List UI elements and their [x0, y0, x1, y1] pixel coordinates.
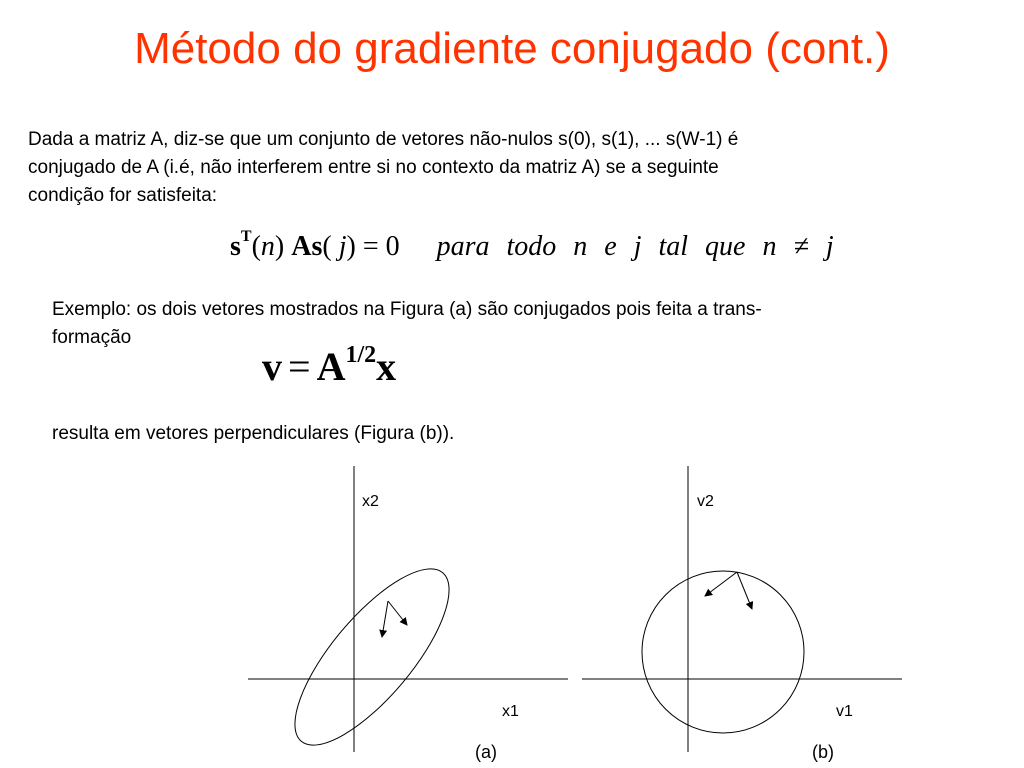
- definition-line-3: condição for satisfeita:: [28, 185, 218, 206]
- eq1-zero: 0: [385, 231, 400, 262]
- eq1-n: n: [260, 231, 275, 262]
- eq1-open-paren-j: (: [322, 231, 332, 262]
- eq1-s2: s: [311, 231, 323, 262]
- eq1-A: A: [291, 231, 312, 262]
- eq1-close-paren-n: ): [274, 231, 285, 262]
- example-line-2: formação: [52, 327, 132, 348]
- eq1-condition: para todo n e j tal que n ≠ j: [436, 231, 834, 262]
- definition-line-2: conjugado de A (i.é, não interferem entre si no contexto da matriz A) se a seguinte: [28, 157, 719, 178]
- eq2-equals: =: [288, 344, 311, 389]
- figure-b: [582, 466, 902, 762]
- eq1-j: j: [338, 231, 347, 262]
- figure-b-y-label: v2: [697, 493, 714, 510]
- eq1-close-paren-j: ): [346, 231, 356, 262]
- figure-b-vector-1: [705, 572, 737, 596]
- example-line-1: Exemplo: os dois vetores mostrados na Figura (a) são conjugados pois feita a trans-: [52, 299, 762, 320]
- definition-line-1: Dada a matriz A, diz-se que um conjunto de vetores não-nulos s(0), s(1), ... s(W-1) é: [28, 129, 739, 150]
- eq1-transpose: T: [240, 228, 252, 245]
- figure-a-y-label: x2: [362, 493, 379, 510]
- eq2-x: x: [376, 344, 397, 389]
- eq2-A: A: [316, 344, 346, 389]
- figure-a-ellipse: [271, 547, 474, 767]
- figure-b-circle: [642, 571, 804, 733]
- figure-b-caption: (b): [812, 742, 834, 762]
- figure-a-caption: (a): [475, 742, 497, 762]
- result-paragraph: resulta em vetores perpendiculares (Figura (b)).: [52, 423, 455, 444]
- figure-b-x-label: v1: [836, 703, 853, 720]
- figure-a-vector-1: [382, 601, 388, 637]
- slide-title: Método do gradiente conjugado (cont.): [134, 24, 890, 73]
- figure-a-vector-2: [388, 601, 407, 625]
- eq1-open-paren-n: (: [251, 231, 261, 262]
- eq2-v: v: [262, 344, 282, 389]
- eq2-exponent: 1/2: [345, 342, 377, 368]
- figure-b-vector-2: [737, 572, 752, 609]
- figure-a: [248, 466, 568, 767]
- eq1-equals: =: [362, 231, 379, 262]
- figure-a-x-label: x1: [502, 703, 519, 720]
- eq1-s: s: [230, 231, 241, 262]
